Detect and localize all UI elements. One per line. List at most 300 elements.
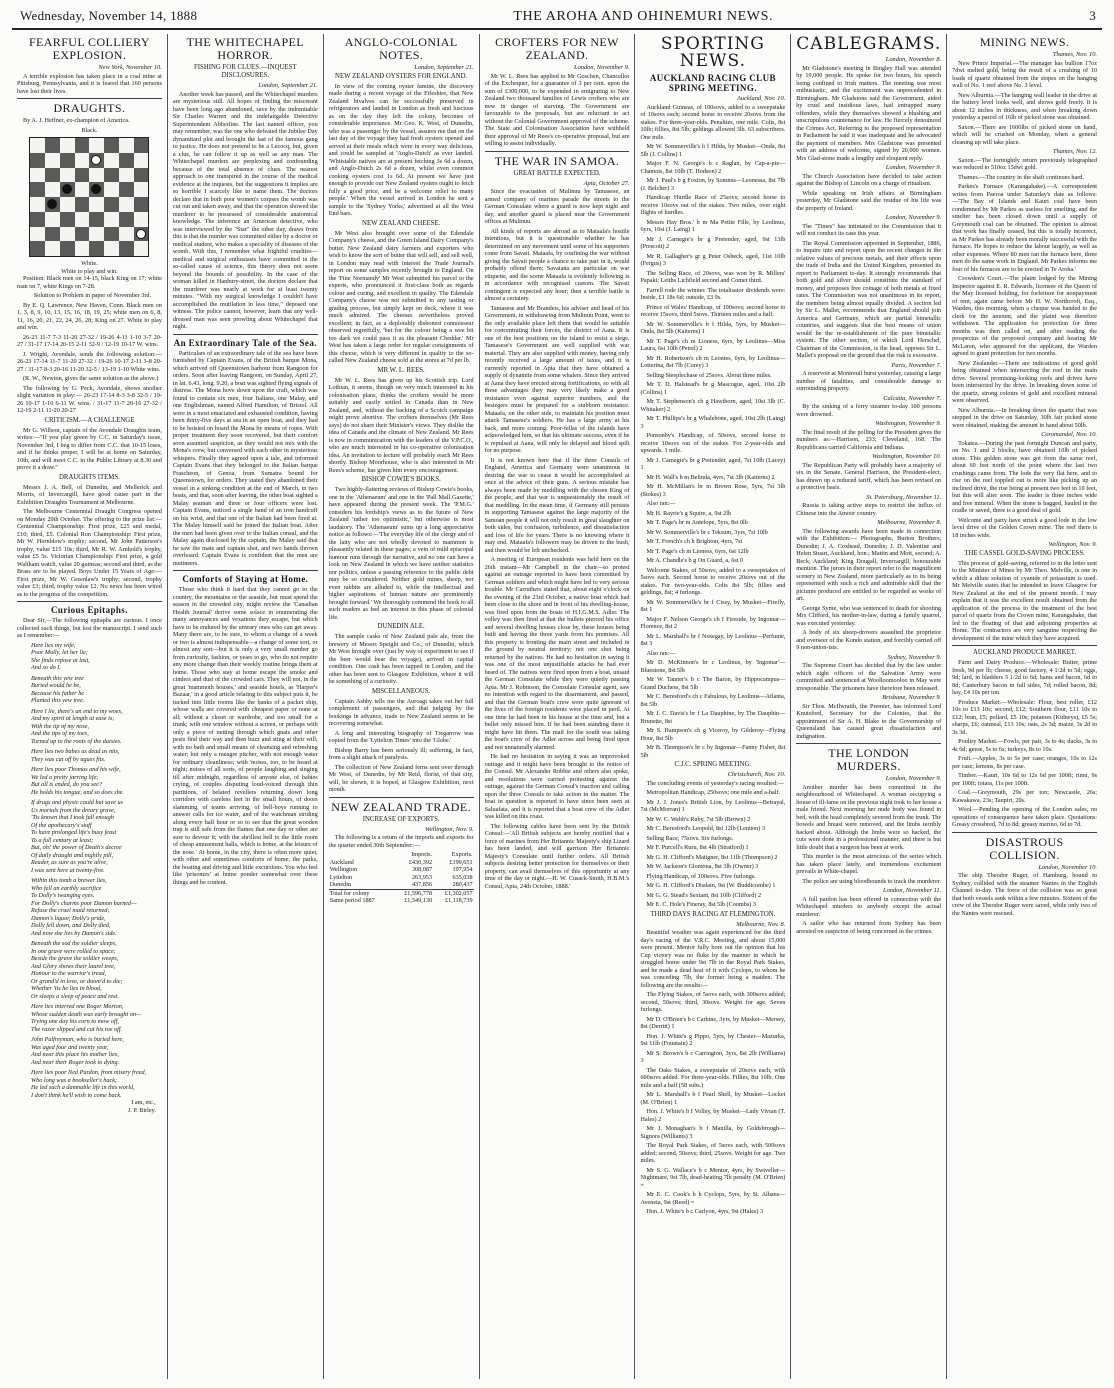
poem-line: She finds repose at last, — [31, 656, 90, 664]
board-square-dark — [75, 138, 90, 153]
table-header-row — [329, 851, 474, 859]
race-entry: Metropolitan Handicap, 250sovs; one mile and a-half. — [646, 789, 781, 796]
poem-line: John Palfreyman, who is buried here, — [31, 1036, 124, 1043]
article-text: Mr West also brought over some of the Edendale Company's cheese, and the Green Island Dairy Company's butter. New Zealand dairy farmers and exporters who wish to know the sort of butter that will sell, and sell well, in London may read with interest the Trade Journal's report on some samples recently brought to England. On the 'Fine Normandy' Mr West submitted his parcel to the experts, who pronounced it first-class both as regards colour and curing, and excellent in quality. The Edendale Company's cheese was not submitted to any tasting or grading process, but simply kept on deck, where it was much admired. The cheeses nevertheless proved excellent; in fact, as a deplorably dishonest connoisseur observed regretfully, 'but for the colour being a wee bit too dark we could pass it as the pleasant Cheddar.' Mr West has taken a large order for regular consignments of this cheese, which is very different in quality to the so-called New Zealand cheese sold at the stores at 7d per lb. — [328, 229, 474, 364]
dateline: Apia, October 27. — [583, 179, 630, 187]
divider — [173, 570, 318, 571]
poem-line: Planted this yew tree. — [31, 697, 85, 704]
position-text: Position: Black men on 14-15, black King on 17; white man on 7, white Kings on 7-28. — [17, 275, 162, 290]
dateline: Paris, November 7. — [891, 361, 942, 369]
board-square-dark — [134, 138, 149, 153]
poem-line: With the tip of my nose, — [31, 722, 90, 730]
race-entry: Mr T. D. Halstead's br g Mascogue, aged, 10st 2lb (Collins) 1 — [640, 381, 786, 396]
dateline: Auckland, Nov. 10. — [736, 95, 786, 102]
race-entry: Mr H. McMillan's br m Brown Rose, 5yrs, 7st 3lb (Stokes) 3 — [640, 483, 786, 498]
race-entry: Mr D. O'Brien's b c Carbine, 3yrs, by Musket—Mersey, 8st (Derritt) 1 — [640, 1015, 786, 1030]
article-text: A long and interesting biography of Tregarrow was copied from the 'Lyttelton Times' into the 'Globe.' — [328, 729, 474, 744]
poem-line: Reader, as sure as you're alive, — [31, 859, 108, 866]
dateline: Thames, Nov. 10. — [1052, 51, 1098, 58]
article-text: The following is a return of the imports and exports for the quarter ended 30th September:— — [328, 834, 474, 849]
poem-line: Of the apothecary's stuff — [31, 821, 92, 829]
dateline: London, November 10. — [1038, 863, 1098, 871]
article-text: Crowden's Court.—The plaint lodged by the Mining Inspector against E. R. Edwards, licensee of the Queen of the May licensed holding, for forfeiture for nonpayment of rent, again came before Mr H. W. Northcroft, Esq., Warden, this morning, when a cheque was handed to the clerk for the amount, and the plaint was therefore withdrawn. The application for protection for three months was then called on, and after reading the prospectus of the proposed company and hearing Mr McLaren, who appeared for the applicant, the Warden agreed to grant protection for two months. — [952, 275, 1098, 357]
race-entry: Mr L. Marshall's b f Pearl Shell, by Musket—Locket (M. O'Brien) 1 — [640, 1091, 786, 1106]
article-text: The following awards have been made in connection with the Exhibition:— Photographs, Burton Brothers, Dunedin; J. A. Coxhead, Dunedin; J. D. Valentine and Helen Stuart, Auckland, hon.; Mattin and Mott, second; A. Beck, Auckland; King Dougall, Invercargill, honourable mention. The jurors in their report refer to the magnificent scenery in New Zealand, more particularly as to its being represented with such a rich and admirable skill that the pictures produced are entitled to be regarded as works of art. — [796, 527, 942, 602]
board-square-light — [75, 212, 90, 227]
headline-crofters: CROFTERS FOR NEW ZEALAND. — [495, 35, 619, 62]
article-text: By the sinking of a ferry steamer to-day 100 persons were drowned. — [796, 403, 942, 418]
race-entry: Messrs Hay Bros.' b m Ma Petite Fille, by Leolinus, 6yrs, 10st (J. Laing) 1 — [640, 218, 786, 233]
article-text: Particulars of an extraordinary tale of the sea have been furnished by Captain Evans, of the British barque Mona, which arrived off Queenstown harbour from Rangoon for orders. Soon after leaving Rangoon, on Sunday, April 27, in lat. 6.43, long. 9.20, a boat was sighted flying signals of distress. The Mona hove down upon the craft, which was found to contain six men, four Italians, one Malay, and one Englishman, named Alfred Hamilton, of Bristol. All were in a most emaciated and exhausted condition, having been thirty-five days at sea in an open boat, and they had to be hoisted on board the Mona by means of ropes. With proper treatment they soon recovered, but their comfort soon assumed suspicion, as they would not mix with the Mona's crew, but conversed with each other in mysterious whispers. Finally they agreed upon a tale, and informed Captain Evans that they belonged to the Italian barque Frascheon, of Genoa, from Sumatra bound for Queenstown, for orders. They stated they abandoned their vessel in a sinking condition at the end of March, in two boats, and that, soon after leaving, the other boat sighted a Malay seaman and three or four officers were lost. Captain Evans, noticed a single band of an iron handcuff on his wrist, and that one of the Italian had been fired at. The Malay himself said he joined the Italian boat. After the men had been given over to the Italian consul, and the Malay again disclosed by the captain, the Malay said that he saw the mate and captain shot, and two hands thrown overboard. Captain Evans is confident that the men are mutineers. — [172, 349, 318, 567]
column-7 — [947, 34, 1102, 1379]
article-text: Thames.—The country in the shaft continues hard. — [958, 173, 1084, 181]
board-square-light — [60, 138, 75, 153]
race-entry: Mr E. C. Hole's Fineray, 8st 5lb (Coombs) 3 — [646, 901, 756, 908]
article-text: George Syme, who was sentenced to death for shooting Mrs Clifford, his mother-in-law, during a family quarrel, was executed yesterday. — [796, 604, 942, 627]
board-square-light — [104, 241, 119, 256]
article-text: Dear Sir,—The following epitaphs are curious. I once collected such things, but lost the manuscript. I send such as I remember:— — [17, 617, 162, 639]
article-text: Mr W. L. Rees has given up his Scottish trip. Lord Lothian, it seems, though on very much interested in his colonisation plans, thinks the crofters would be more suitably and easily settled in Canada than in New Zealand, and, without the backing of a Scotch campaign might prove abortive. The crofters themselves (Mr Rees says) do not share their Minister's views. They dislike the idea of Canada and the climate of New Zealand. Mr Rees is now in communication with the leaders of the V.P.C.O., who are much interested in his co-operative colonisation idea. An invitation to lecture will probably reach Mr Rees shortly. Bishop Moorhouse, who is also interested in Mr Rees's scheme, has given him every encouragement. — [328, 376, 474, 474]
table-cell: £1,549,130 — [404, 897, 433, 904]
dateline: London, September 21. — [414, 64, 474, 71]
table-cell: 280,437 — [452, 881, 473, 888]
race-entry: Mr J. Paul's b g Foxton, by Somnus—Leonessa, 8st 7lb (J. Belcher) 3 — [640, 177, 786, 192]
board-square-light — [75, 241, 90, 256]
white-label: White. — [81, 260, 98, 267]
headline-arc-spring: AUCKLAND RACING CLUB SPRING MEETING. — [649, 73, 776, 93]
race-entry: Mr W. C. Webb's Ruby, 7st 5lb (Brown) 2 — [646, 815, 751, 823]
board-square-light — [134, 153, 149, 168]
board-square-dark — [60, 182, 75, 197]
table-row — [329, 881, 474, 889]
article-text: The collection of New Zealand ferns sent over through Mr West, of Dunedin, by Mr Reid, florist, of that city, will, be shown, it is hoped, at Glasgow Exhibition, next month. — [328, 763, 474, 793]
poem-line: And near this place his mother lies, — [31, 1051, 119, 1058]
article-text: Parkes's Furnace (Karangahake).—A correspondent writes from Paeroa under Saturday's date as follows:—'The Bay of Islands and Kauri coal have been condemned by Mr Parkes as useless for smelting, and the smelter has been closed down until a supply of Greymouth coal can be obtained. The opinion is almost that work has finally ceased, but this is totally incorrect, as Mr Parkes has already been morally successful with the furnace. He hopes to reduce the labour largely, as well as other expenses. Where 80 men ran the furnace here, three men do the same work in England. Mr Parkes informs me four of his furnaces are to be erected in Te Aroha.' — [952, 183, 1098, 273]
article-text: This process of gold-saving, referred to in the letter sent to the Minister of Mines by Mr Theo. Melville, is one in which a dilute solution of cyanide of potassium is used. Mr Melville states that he intended to leave Glasgow for New Zealand at the end of the present month. I may explain that it was the excellent result obtained from the application of the process to the treatment of the best parcel of quartz from the Crown mine, Karangahake, that led to the floating of that and adjoining properties at Home. The contractors are very sanguine respecting the development of the mine which they have acquired. — [952, 559, 1098, 642]
dateline: Brisbane, November 9. — [882, 694, 942, 701]
race-results-auckland — [640, 104, 785, 760]
masthead — [12, 8, 1102, 30]
poem-line: Here lies my wife, — [31, 641, 76, 649]
poem-line: But all is ended, do you see? — [31, 781, 102, 788]
article-text: A sailor who has returned from Sydney has been arrested on suspicion of being concerned in the crimes. — [796, 920, 942, 935]
subhead-draughts-items: DRAUGHTS ITEMS. — [59, 473, 120, 481]
table-cell: £199,651 — [449, 858, 473, 866]
headline-sea-tale: An Extraordinary Tale of the Sea. — [173, 337, 317, 348]
board-square-dark — [89, 241, 104, 256]
article-text: Two highly-flattering reviews of Bishop Cowie's books, one in the 'Athenaeum' and one in the 'Pall Mall Gazette,' have appeared during the present week. The 'P.M.G.' considers his lordship's views as to the future of New Zealand 'rather too optimistic,' but otherwise is most laudatory. The 'Athenaeum' sums up a long appreciative notice as follows:—'The everyday life of the clergy and of the laity who are not wholly devoted to mammon is pleasantly related in these pages; a vein of mild episcopal humour runs through the narrative, and no one can have a look on New Zealand in which we have neither statistics nor politics, unless a passing reference to the public debt may be so considered. Neither gold mines, sheep, nor even rabbits are alluded to, while the intellectual and higher aspirations of human nature are prominently brought forward.' We thoroughly commend the book to all such readers as feel an interest in this phase of colonial life. — [328, 486, 474, 621]
article-text: The "Times" has intimated to the Commission that it will not conduct its case this year. — [796, 222, 942, 237]
divider — [329, 797, 474, 798]
race-entry: Mr J. Carnegie's br g Pretender, aged, 7st 10lb (Lacey) 1 — [640, 456, 786, 471]
poem-line: In one grave were rolled to space; — [31, 947, 116, 955]
dateline: Coromandel, Nov. 10. — [1041, 431, 1098, 438]
article-text: A reservoir at Montreuil burst yesterday, causing a large number of fatalities, and considerable damage to surrounding property. — [796, 370, 942, 392]
article-text: A meeting of European residents was held here on the 26th instant—Mr Campbell in the chair—to protest against an outrage reported to have been committed by German soldiers and which might have led to very serious trouble. Mr Carruthers stated that, about eight o'clock on the evening of the 23rd October, a native boat which had been close to the shore and in front of his dwelling-house, was fired upon from the boats of H.I.G.M.S. Adler. The volley was then fired at that the bullets pierced his office and several dwelling houses close by, these houses being built and having the three yards from his premises. All this property is fronting the main street and included in the ground by neutral territory; not one shot being returned by the natives. He had no hesitation in saying it was one of the most unjustifiable attacks he had ever heard of. The natives were fired upon from a boat, unsaid the German Consulate while they were quietly passing Apia. Mr J. Robinson, the Consulate Consular agent, saw no intention with regard to the disarmament, and passed, and that the German boat's crew were quite ignorant of the lives of the foreign residents were placed in peril. At one time he had been in his house at the time and, but a bullet only missed him. If he had been standing there it might have hit them. The mail for the south was taking the boat's crew of the Adler across and being fired upon and not unnaturally alarmed. — [484, 556, 630, 751]
white-piece — [136, 229, 146, 239]
board-square-light — [45, 153, 60, 168]
poem-line: I don't think he'll wish to come back. — [31, 1091, 122, 1099]
table-header — [329, 851, 393, 859]
subhead: GREAT BATTLE EXPECTED. — [513, 169, 601, 177]
article-text: This murder is the most atrocious of the series which has taken place lately, and tremendous excitement prevails in White-chapel. — [796, 853, 942, 875]
article-text: Saxon.—The fortnightly return previously telegraphed was reduced to 510oz 15dwt gold. — [952, 156, 1098, 171]
divider — [796, 743, 941, 744]
headline-whitechapel: THE WHITECHAPEL HORROR. — [186, 35, 304, 62]
article-text: While speaking on Irish affairs at Birmingham yesterday, Mr Gladstone said the residue of his life was the property of Ireland. — [796, 189, 942, 212]
poem-line: And now she lies by Damon's side. — [31, 929, 117, 937]
race-entry: Mr H. Rayrie's g Squire, a, 9st 2lb — [646, 509, 732, 517]
article-text: Mr W. L. Rees has applied to Mr Goschen, Chancellor of the Exchequer, for a guarantee of 3 per cent. upon the sum of £300,000, to be expended in emigrating to New Zealand two thousand families of Lewis crofters who are now in danger of starving. The Government are favourable to the proposals, but are reluctant to act without the Colonial Government approval of the scheme. The State and Colonisation Association have withheld their approval of Mr Rees's co-operative proposal, but are willing to assist individually. — [484, 72, 630, 147]
board-square-dark — [104, 138, 119, 153]
dateline: Washington, November 10. — [872, 453, 942, 460]
article-text: Those who think it hard that they cannot go to the country, the mountains or the seaside, but must spend the season in the crowded city, might review the 'Canadian Health Journal' derive some solace in enumerating the many annoyances and vexations they escape, but which have to be endured by the unwary ones who can get away. Many there are, to be sure, to whom a change of a week or two is almost indispensable—a change of some sort, or almost any sort—but it is only a very small number go from curiosity, fashion, or years to go, who do not require any more change than their weekly routine brings them at home. Those who stay at home escape the smoke and cinders and dust of the crowded cars. They will not, in the great 'mammoth houses,' and seaside hotels, as 'Harper's Bazaar,' in a good article relating to this subject puts it, be tucked into little rooms like the banks of a packet ship, whose walls are covered with cheapest paper or none at all; without a closet or wardrobe, and too small for a trunk; with one window without a screen, or perhaps with only a piece of netting through which gnats and other pests find their way and then buzz and sting at their will; with no bath and small means of cleansing and refreshing water; but only a meagre pitcher, with not enough water for ordinary cleanliness; with 'noises, too, to be heard at night; noises of all sorts, of people laughing and singing till after midnight, regardless of anyone else, of babies crying, of couples disputing loud-voiced through thin partitions, of belated revellers returning down long corridors with careless feet in the small hours, of doors slamming, of teams arriving, of bell-boys running to answer calls for ice water, and of the watchman striding along every half hour or so to see that the great wooden trap is still safe from the flames that one day or other are sure to devour it; with the shrillest bell to the little room of cheap amusement halls, which is home, at the leisure of the nose.' At home, in the city, there is often more quiet, with other and sometimes comforts of home; the parks, the boating and driving and little excursions. You who feel like 'prisoners' at home ponder somewhat over these things and be content. — [172, 586, 318, 886]
article-text: The following by G. Peck, Avondale, shows another slight variation in play:— 26-23 17-14 8-3 3-8 32-5 / 19-26 10-17 1-10 6-11 W. wins. / 31-17 11-7 20-16 27-32 / 12-19 2-11 11-20 20-27 — [17, 384, 162, 414]
article-text: Farm and Dairy Produce.—Wholesale: Butter, prime fresh, 9d per lb; cheese, good factory, 4 1/2d to 5d; eggs, 9d; lard, in bladders 5 1/2d to 6d; hams and bacon, 6d to 8d; Canterbury bacon in full sides, 7d; rolled bacon, 8d; hay, £4 10s per ton. — [952, 659, 1098, 696]
board-square-light — [89, 197, 104, 212]
article-text: Another murder has been committed in the neighbourhood of Whitechapel. A woman occupying a house of ill-fame on the previous night took to her house a male friend. Next morning her nude body was found in bed, with the head completely severed from the trunk. The bowels and breast were removed, and the limbs terribly hacked about. Although the limbs were so hacked, the cuts were done in a professional manner, and there is but little doubt that a surgeon has been at work. — [796, 783, 942, 851]
poem-line: Or grand'd in love, or doom'd to die; — [31, 977, 123, 985]
board-square-light — [134, 241, 149, 256]
issue-date: Wednesday, November 14, 1888 — [20, 8, 198, 23]
race-entry: Mr J. Carnegie's br g Pretender, aged, 9st 13lb (Prescott) 2 — [640, 235, 786, 250]
race-entry: Mr J. Monaghan's b f Manilla, by Goldsbrough—Signora (Williams) 3 — [640, 1125, 786, 1140]
article-text: The final result of the polling for the President gives the numbers as:—Harrison, 233; Cleveland, 168. The Republicans carried California and Indiana. — [796, 428, 942, 451]
board-square-light — [89, 138, 104, 153]
signature-name: J. P. Birley. — [127, 1106, 156, 1114]
table-header: Exports. — [451, 851, 473, 858]
dateline: London, November 9. — [885, 214, 942, 221]
poem-line: Dolly fell down, and Dolly died, — [31, 922, 111, 929]
poem-line: Beneath the sod the soldier sleeps, — [31, 940, 117, 947]
board-square-dark — [104, 168, 119, 183]
race-entry: Flying Handicap, of 100sovs. Five furlongs. — [646, 872, 756, 880]
article-text: Welcome and party have struck a good lode in the low level drive of the Golden Crown mine. The reef there is 18 inches wide. — [952, 516, 1098, 539]
poem-line: Here I lie, there's an end to my woes, — [31, 707, 123, 715]
poem-line: If drugs and physic could but save us — [31, 799, 123, 806]
board-square-dark — [45, 168, 60, 183]
draughts-board-wrap — [17, 137, 162, 257]
table-cell: Lyttelton — [329, 873, 353, 881]
poem-line: Whether 'tis he lies in blood, — [31, 985, 102, 992]
board-square-light — [104, 153, 119, 168]
table-cell: £1,596,778 — [393, 889, 434, 897]
poem-line: The razor slipped and cut his toe off. — [31, 1025, 123, 1033]
race-entry: Mr S. Brown's b c Carrington, 3yrs, 8st 2lb (Williams) 3 — [640, 1049, 786, 1064]
table-cell: £1,302,057 — [433, 889, 474, 897]
black-piece — [62, 184, 72, 194]
board-square-dark — [60, 241, 75, 256]
subhead: FISHING FOR CLUES.—INQUEST DISCLOSURES. — [194, 64, 297, 79]
table-cell: £430,392 — [408, 858, 433, 866]
dateline: New York, November 10. — [98, 64, 162, 71]
moves-text: 26-23 11-7 7-3 11-20 27-32 / 19-26 4-11 1-10 3-7 20-27 / 31-17 17-14 20-15 2-11 32-9 / 12-19 10-17 W. wins. — [17, 333, 162, 348]
article-text: New Alburnia.—In breaking down the quartz that was stopped in the drive on Saturday, 30lb fair picked stone were obtained, making the amount in hand about 50lb. — [952, 406, 1098, 429]
article-text: Sir Thos. McIlwraith, the Premier, has informed Lord Knutsford, Secretary for the Colonies, that the appointment of Sir A. H. Blake to the Governorship of Queensland has caused great dissatisfaction and indignation. — [796, 702, 942, 740]
article-text: New Prince Imperial.—The manager has bullion 17oz 7dwt melted gold, being the result of a crushing of 10 loads of quartz obtained from the stopes on the hanging wall of No. 1 reef above No. 3 level. — [952, 59, 1098, 89]
race-entry: Mr T. Phillips's br g Whalebone, aged, 10st 2lb (Laing) 3 — [640, 415, 786, 430]
board-square-light — [104, 212, 119, 227]
board-square-dark — [119, 212, 134, 227]
race-entry: Hon. J. White's b c Carlyon, 4yrs, 9st (Hales) 3 — [646, 1208, 764, 1215]
race-entry: Mr T. Page's br m Antelope, 5yrs, 8st 0lb — [646, 519, 748, 526]
race-entry: Mr G. H. Clifford's Matigner, 8st 11lb (Thompson) 2 — [646, 853, 778, 861]
article-text: The ship Theodor Ruger, of Hamburg, bound to Sydney, collided with the steamer Nantes in the English Channel to-day. The force of the collision was so great that both vessels sank within a few minutes. Sixteen of the crew of the Theodor Ruger were saved, while only two of the Nantes were rescued. — [952, 872, 1098, 917]
race-entry: Mr J. J. Jones's British Lion, by Leolinus—Betrayal, 7st (McMorran) 1 — [640, 798, 786, 813]
poem-line: Honour to the warrior's tread, — [31, 970, 107, 977]
headline-london-murders: THE LONDON MURDERS. — [828, 746, 910, 773]
column-2 — [168, 34, 324, 1379]
board-square-dark — [30, 212, 45, 227]
table-cell: 437,856 — [411, 881, 433, 888]
race-entry: Mr C. Beresford's Leopold, 8st 12lb (Lenuon) 3 — [646, 825, 765, 832]
board-square-dark — [89, 212, 104, 227]
race-entry: Mr W. Tanner's b c The Baron, by Hippocampus—Grand Duchess, 8st 5lb — [640, 676, 786, 691]
article-text: It is not known here that if the three Consuls of England, America and Germany were unanimous in desiring the war to cease it would be accomplished at once at the advice of their guns. A serious mistake has always been made by meddling with the chosen King of the people, and that war is unquestionably the result of that meddling. In the mean time, if Germany still persists in supporting Tamasese against the large majority of the Samoan people it will not only result in great slaughter on both sides, but confusion, turbulence, and dissatisfaction and loss of life for years. There is no knowing where it may end. Mataafa's followers may be driven to the bush, and then would be left unchecked. — [484, 456, 630, 554]
article-text: Fruit.—Apples, 3s to 5s per case; oranges, 10s to 12s per case; lemons, 8s per case. — [952, 755, 1098, 770]
board-square-dark — [134, 197, 149, 212]
race-entry: Handicap Hurdle Race of 25sovs; second horse to receive 10sovs out of the stakes. Two miles, over eight flights of hurdles. — [640, 194, 786, 216]
headline-staying-home: Comforts of Staying at Home. — [182, 574, 309, 584]
board-square-dark — [75, 168, 90, 183]
dateline: London, November 11. — [883, 887, 942, 894]
subhead: NEW ZEALAND CHEESE. — [362, 219, 441, 227]
table-cell: £1,118,739 — [444, 897, 473, 904]
board-square-light — [134, 182, 149, 197]
board-square-light — [60, 227, 75, 242]
poem-line: I was sent here at twenty-five. — [31, 866, 105, 874]
poem-line: Turned up to the roots of the daisies. — [31, 737, 122, 745]
headline-epitaphs: Curious Epitaphs. — [51, 605, 128, 615]
poem-line: He led such a damnable life in this world, — [31, 1084, 135, 1091]
draughts-board — [29, 137, 149, 257]
board-square-light — [119, 197, 134, 212]
race-entry: Ponsonby's Handicap, of 50sovs, second horse to receive 10sovs out of the stakes. For 2-year-olds and upwards. 1 mile. — [640, 432, 786, 454]
divider — [17, 98, 162, 99]
article-text: The Republican Party will probably have a majority of six in the Senate. General Harrison, the President-elect, has drawn up a reduced tariff, which has been revised on a protective basis. — [796, 461, 942, 491]
race-entry: Auckland Guineas, of 100sovs, added to a sweepstake of 10sovs each; second horse to receive 20sovs from the stakes. For three-year-olds. Penalties, one mile. Colts, 8st 10lb; fillies, 8st 5lb; geldings allowed 3lb. 63 subscribers. One mile. — [640, 103, 786, 141]
poem-line: Us mortals from the dreary grave, — [31, 806, 116, 814]
article-text: A full pardon has been offered in connection with the Whitechapel murders to anybody except the actual murderer. — [796, 895, 942, 918]
board-square-dark — [30, 241, 45, 256]
divider — [952, 832, 1097, 833]
poem-line: Who long was a bookseller's hack; — [31, 1076, 118, 1084]
board-square-dark — [134, 227, 149, 242]
poem-line: Beside the grave the soldier weeps, — [31, 955, 119, 962]
table-cell: Wellington — [329, 866, 358, 873]
race-entry: Mr L. Marshall's br f Nosegay, by Leolinus—Perfume, 8st 3 — [640, 632, 786, 647]
race-entry: Mr T. Page's ch m Lioness, 6yrs, by Leolinus—Miss Laura, 6st 10lb (Petrel) 2 — [640, 337, 786, 352]
dateline: Sydney, November 9. — [887, 653, 942, 661]
table-row — [329, 874, 474, 882]
race-entry: Farrell rode the winner. The totalisator dividends were: Inside, £1 18s 6d; outside, £3 9s. — [640, 286, 786, 301]
board-square-dark — [119, 182, 134, 197]
headline-draughts: DRAUGHTS. — [53, 101, 126, 115]
race-entry: Major F. N. George's b c Raglan, by Cap-a-pie—Chamois, 8st 10lb (T. Hodson) 2 — [640, 160, 786, 175]
article-text: Produce Market.—Wholesale: Flour, best roller, £12 10s to £13 10s; second, £12; Southern flour, £11 10s to £12; bran, £5; pollard, £5 10s; potatoes (Kidneys), £5 5s; sharps, £6; oatmeal, £13 10s; oats, 2s 3d; maize, 3s 2d to 3s 3d. — [952, 698, 1098, 736]
article-text: Another week has passed, and the Whitechapel murders are mysterious still. All hopes of finding the miscreant have been long ago abandoned, save by the indomitable Sir Charles Warren and the indefatigable Detective Superintendent Abberline. The last named officer, you may remember, was the one who defeated the Jubilee Day dynamitard plot and brought the last of the famous gang to justice. He does not pretend to be a Lecocq, but, given a clue, he can follow it up as well as any man. The Whitechapel murders are perplexing and confounding because of the total absence of clues. The nearest approach to one transpired in the course of the medical evidence at the inquests, but the suggestions it implies are so horrible I scarcely like to name them. The doctors declare that in both poor women's corpses the womb was cut out and taken away, and that the operation showed the murderer to be possessed of considerable anatomical knowledge. The inference an American detective, who was interviewed by the "Star" the other day, draws from this is that the murder was committed either by a doctor or medical student, who makes a speciality of diseases of the womb. With this, I remember what frightful cruelties—medical and surgical enthusiasts have committed in the so-called cause of science, this theory does not seem beyond the bounds of possibility. In the case of the woman killed in Hanbury-street, the doctors declare that the murderer was nearly at work for at least twenty minutes. "With my surgical knowledge I couldn't have accomplished the mutilation in less time," deposed one witness. The police cannot, however, learn that any well-dressed man was seen prowling about Whitechapel that night. — [172, 90, 318, 330]
race-entry: Mr W. Sommerville's br f Cissy, by Musket—Firefly, 8st 1 — [640, 598, 786, 613]
poem-line: To Dolly's twanging eyes. — [31, 892, 95, 899]
poem-line: Poor Molly, let her lie; — [31, 649, 88, 656]
article-text: Wool.—Pending the opening of the London sales, no operations of consequence have taken place. Quotations: Greasy crossbred, 7d to 8d; greasy merino, 6d to 7d. — [952, 806, 1098, 828]
race-entry: Hon. J. White's b f Volley, by Musket—Lady Vivian (T. Hales) 2 — [640, 1108, 786, 1123]
article-text: He had no hesitation in saying it was an unprovoked outrage and it might have been brought to the notice of the Consul. Mr Alexander Robbie and others also spoke, and resolutions were carried protesting against the outrage, against the German Consul's inaction and calling upon the three Consuls to take action in the matter. The boat in question is reported to have since been seen at Saluafata, and it is reported that a boat crew of the Adler was killed on this coast. — [484, 753, 630, 820]
divider — [952, 645, 1097, 646]
race-entry: Mr G. H. Clifford's Disdain, 9st (W. Buddicombe) 1 — [646, 882, 776, 889]
race-entry: Mr C. Beresford's ch c Fabulous, by Leolinus—Atlanta, 8st 5lb — [640, 693, 786, 708]
race-entry: Mr A. Chandle's b g On Guard, a, 6st 0 — [646, 557, 744, 564]
article-text: Captain Ashby tells me the Auroagi takes out her full complement of passengers, and that judging by the bookings in advance, trade to New Zealand seems to be recovering somewhat. — [328, 697, 474, 727]
race-entry: Mr B. Thompson's br c by Ingomar—Fanny Fisher, 8st 5lb — [640, 744, 786, 759]
board-square-dark — [75, 227, 90, 242]
headline-cablegrams: CABLEGRAMS. — [796, 34, 942, 54]
poem-line: Trying one day his corn to mow off, — [31, 1018, 119, 1025]
race-entry: Welcome Stakes, of 50sovs, added to a sweepstakes of 5sovs each. Second horse to receive 20sovs out of the stakes. For two-year-olds. Colts 8st 5lb; fillies and geldings, 8st; 4 furlongs. — [640, 566, 786, 596]
poem-line: Here lies interred one Roger Morton, — [31, 1003, 124, 1010]
subhead: C.J.C. SPRING MEETING. — [674, 761, 752, 768]
table-row — [329, 866, 474, 874]
board-square-dark — [119, 241, 134, 256]
dateline: London, November 9. — [885, 164, 942, 171]
board-square-light — [30, 227, 45, 242]
table-total-row — [329, 889, 474, 897]
board-caption: White to play and win. — [61, 267, 118, 275]
race-entry: Mr F. Purcell's Ruru, 8st 4lb (Stratford) 1 — [646, 844, 749, 851]
headline-colliery: FEARFUL COLLIERY EXPLOSION. — [28, 35, 150, 62]
board-square-dark — [104, 227, 119, 242]
article-text: Mr G. Willson, captain of the Avondale Draughts team, writes:—"If you play green by C.C. in Saturday's issue, November 3rd, I beg to differ from C.C. that 10-15 loses, and if he thinks proper, I will be at home on Saturday, 10th, and will meet C.C. in the Public Library at 8.30 and prove it a draw." — [17, 426, 162, 471]
article-text: The sample casks of New Zealand pale ale, from the brewery of Messrs Speight and Co., of Dunedin, which Mr West brought over (just by way of experiment to see if the beer would bear the voyage), arrived in capital condition. One cask has been tapped in London, and the other has been sent to Glasgow Exhibition, where it will be something of a curiosity. — [328, 633, 474, 685]
race-entry: The concluding events of yesterday's racing resulted:— — [646, 779, 784, 787]
poem-line: For Dolly's charms poor Damon burned— — [31, 899, 137, 907]
board-square-light — [119, 138, 134, 153]
board-square-dark — [89, 153, 104, 168]
epitaph-poem — [17, 642, 162, 1100]
poem-line: Damon's liquor, Dolly's pride, — [31, 914, 106, 922]
table-cell: 635,038 — [452, 873, 473, 881]
subhead: THIRD DAYS RACING AT FLEMINGTON. — [650, 910, 776, 918]
subhead: THE CASSEL GOLD-SAVING PROCESS. — [964, 549, 1085, 557]
race-entry: Mr W. Sommerville's b f Hilda, by Musket—Onda, 8st 5lb (J. Collins) 1 — [640, 143, 786, 158]
dateline: Calcutta, November 7. — [883, 394, 942, 402]
poem-line: Here lies two babes as dead as nits, — [31, 748, 120, 755]
race-entry: Prince of Wales' Handicap, of 100sovs; second horse to receive 15sovs, third 5sovs. Thirteen miles and a half. — [640, 303, 786, 318]
poem-line: Because his father he — [31, 689, 85, 697]
table-cell: 308,087 — [411, 866, 433, 873]
race-entry: Also ran:— — [646, 649, 676, 657]
article-text: Poultry Market.—Fowls, per pair, 3s to 4s; ducks, 3s to 4s 6d; geese, 5s to 6s; turkeys, 8s to 10s. — [952, 738, 1098, 753]
race-entry: Mr T. Page's ch m Lioness, 6yrs, 6st 12lb — [646, 547, 749, 555]
article-text: New Alburnia.—The hanging wall leader in the drive at the battery level looks well, and shows gold freely. It is about 12 inches in thickness, and when breaking down yesterday a parcel of 16lb of picked stone was obtained. — [952, 91, 1098, 121]
column-3 — [324, 34, 480, 1379]
race-entry: Mr J. C. Davis's br f La Dauphine, by The Dauphin—Brunette, 8st — [640, 710, 786, 725]
solution-head: Solution to Problem in paper of November 3rd. — [33, 292, 152, 299]
table-cell: Dunedin — [329, 881, 352, 888]
board-square-light — [45, 241, 60, 256]
poem-line: He holds his tongue, and so does she. — [31, 788, 124, 796]
race-entry: Mr R. Gallagher's gr g Peter Osbeck, aged, 11st 10lb (Fergus) 3 — [640, 252, 786, 267]
article-text: All kinds of reports are abroad as to Mataafa's hostile intentions, but it is questionable whether he has determined on any movement until some of his supporters come from Savaii. Mataafa, by confining the war without giving the Savaii people a chance to take part in it, would probably offend them; Savaiana are particular on war etiquette, and the scene Mataafa is evidently following is in accordance with recognised custom. The Savaii contingent is expected any hour; then a terrible battle is almost a certainty. — [484, 227, 630, 302]
table-row — [329, 859, 474, 867]
board-square-dark — [60, 153, 75, 168]
subhead: NEW ZEALAND OYSTERS FOR ENGLAND. — [335, 72, 468, 80]
article-text: Russia is taking active steps to restrict the influx of Chinese into the Amoor country. — [796, 502, 942, 517]
column-1 — [12, 34, 168, 1379]
race-entry: Mr T. French's ch h Brighton, 4yrs, 7st — [646, 538, 743, 545]
board-square-light — [75, 153, 90, 168]
article-text: The following cables have been sent by the British Consul:—'All British subjects are hereby notified that a force of marines from Her Britannic Majesty's ship Lizard has been landed, and will garrison Her Britannic Majesty's Consulate until further orders. All British subjects desiring better protection for themselves or their property, can avail themselves of this opportunity at any time of the day or night.—H. W. Cusack-Smith, H.B.M.'s Consul, Apia, 24th October, 1888.' — [484, 822, 630, 890]
article-text: Since the evacuation of Mulinuu by Tamasese, an armed company of marines parade the streets to the German Consulate where a guard is now kept night and day, and another guard is placed near the Government offices at Mulinuu. — [484, 188, 630, 225]
divider — [17, 601, 162, 602]
poem-line: Here lies poor Ned Purdon, from misery freed, — [31, 1069, 147, 1076]
race-entry: Mr W. Sommerville's b f Hilda, 5yrs, by Musket—Onda, 8st 5lb (Kaiterns) 1 — [640, 320, 786, 335]
board-square-light — [119, 227, 134, 242]
article-text: A terrible explosion has taken place in a coal mine at Pittsburg, Pennsylvania, and it is feared that 160 persons have lost their lives. — [17, 72, 162, 95]
board-square-light — [30, 138, 45, 153]
article-text: The police are using bloodhounds to track the murderer. — [802, 877, 941, 885]
board-square-dark — [60, 212, 75, 227]
dateline: Wellington, Nov. 9. — [1048, 541, 1098, 548]
table-cell: Total for colony — [329, 889, 393, 897]
columns — [12, 34, 1102, 1379]
article-text: The Church Association have decided to take action against the Bishop of Lincoln on a charge of ritualism. — [796, 172, 942, 187]
table-row — [329, 897, 474, 905]
poem-line: 'Tis known that I took full enough — [31, 814, 114, 821]
board-square-light — [45, 212, 60, 227]
race-entry: The Royal Park Stakes, of 5sovs each, with 500sovs added; second, 50sovs; third, 25sovs. Weight for age. Two miles. — [640, 1142, 786, 1164]
board-square-light — [60, 197, 75, 212]
paper-title: THE AROHA AND OHINEMURI NEWS. — [513, 9, 774, 24]
article-text: By E. Q. Lawrence, New Haven, Conn. Black men on 1, 3, 8, 9, 10, 13, 15, 16, 18, 19, 25; white men on 6, 8, 11, 16, 20, 21, 22, 24, 26, 28; King on 27. White to play and win. — [17, 301, 162, 331]
poem-line: Whose sudden death was early brought on— — [31, 1010, 142, 1018]
poem-line: We led a pretty jarring life; — [31, 773, 99, 781]
black-label: Black. — [81, 126, 98, 134]
board-square-light — [30, 197, 45, 212]
board-square-light — [30, 168, 45, 183]
race-entry: Beautiful weather was again experienced for the third day's racing of the V.R.C. Meeting, and about 15,000 were present. Mentor fully bore out the opinion that his Cup victory was no fluke by the manner in which he struggled home under 9st 7lb in the Royal Park Stakes, and he made a dead heat of it with Cyclops, to whom he was conceding 7lb, the former being a maiden. The following are the results:— — [640, 929, 786, 989]
race-results-cjc — [640, 780, 785, 909]
race-entry: Mr E. C. Cook's b h Cyclops, 5yrs, by St. Albans—Aveneta, 9st (Reed) = — [640, 1191, 786, 1206]
board-square-dark — [30, 182, 45, 197]
article-text: The Melbourne Centennial Draught Congress opened on Monday 29th October. The offering to the prize list:— Centennial Championship: First prize, £25 and medal, £10; third, £5. Colonial Ron Championship: First prize, Mr W. Hornblow's trophy; second, Mr John Patterson's trophy, value £15 10s; third, Mr R. W. Arnhold's trophy, value £5 5s. Victorian Championship: First prize, a gold Waltham watch, value 20 guineas; second and third, as the Brass are to be played. Boys Under 15 Years of Age:—First prize, Mr W. Greenlaw's trophy; second, trophy value £3; third, trophy value £2. No news has been wired as to the progress of the competition. — [17, 508, 162, 598]
poem-line: Was aged four and twenty year, — [31, 1043, 109, 1051]
article-text: In view of the coming oyster famine, the discovery made during a recent voyage of the Fifeshire, that New Zealand bivalves can be successfully preserved in refrigerators and landed in London as fresh and luscious as on the day they left the colony, becomes of considerable importance. Mr Geo. K. West, of Dunedin, who was a passenger by the vessel, assures me that on the last day of the voyage they had fresh oysters opened and served at their meals which were in every way delicious, and could be sampled at 'Anglo-Dutch' as ever landed. 'Whitstable natives are at present fetching 3s 6d a dozen, and Anglo-Dutch 2s 6d a dozen, whilst even common cooking oysters cost 1s 6d. At present we have just enough to provide our New Zealand oysters ought to fetch fully a good price, and be a welcome relief to many people.' When the vessel arrived in London he sent a sample to the 'Sydney Yorks,' advertised at all the West End bars. — [328, 82, 474, 217]
article-text: New Zealander.—There are indications of good gold being obtained when intersecting the reef in the main drive. Several promising-looking reefs and drives have been intersected by the drive. In breaking down some of the quartz, strong colours of gold and excellent mineral were observed. — [952, 359, 1098, 404]
headline-mining: MINING NEWS. — [979, 35, 1070, 49]
article-text: A body of six sheep-drovers assaulted the proprietor and overseer of the Kondo station, and forcibly carried off 9 non-union-ists. — [796, 629, 942, 651]
race-entry: The Flying Stakes, of 5sovs each, with 300sovs added; second, 50sovs; third, 30sovs. Weight for age. Seven furlongs. — [640, 991, 786, 1013]
board-square-light — [89, 227, 104, 242]
subhead: INCREASE OF EXPORTS. — [362, 815, 440, 823]
board-square-dark — [75, 197, 90, 212]
article-text: Bishop Barry has been seriously ill; suffering, in fact, from a slight attack of paralysis. — [328, 746, 474, 761]
dateline: Washington, November 9. — [875, 420, 942, 427]
black-piece — [91, 184, 101, 194]
dateline: Thames, Nov. 12. — [1052, 148, 1098, 155]
subhead: DUNEDIN ALE. — [377, 623, 425, 630]
subhead: BISHOP COWIE'S BOOKS. — [361, 476, 441, 483]
race-entry: Mr W. Jackson's Glomona, 8st 3lb (Owner) 3 — [646, 863, 759, 870]
dateline: London, September 21. — [258, 82, 318, 89]
column-6 — [791, 34, 947, 1379]
headline-collision: DISASTROUS COLLISION. — [985, 834, 1064, 862]
race-entry: Mr S. G. Wallace's b c Mentor, 4yrs, by Swiveller—Nightmare, 9st 7lb, dead-heating 7lb penalty (M. O'Brien) = — [640, 1166, 786, 1189]
article-text: (R. W., Newton, gives the same solution as the above.) — [23, 375, 159, 382]
subhead-criticism: CRITICISM.—A CHALLENGE — [44, 416, 135, 424]
headline-samoa: THE WAR IN SAMOA. — [494, 153, 620, 168]
poem-line: And near their Roger took to dying. — [31, 1058, 120, 1066]
